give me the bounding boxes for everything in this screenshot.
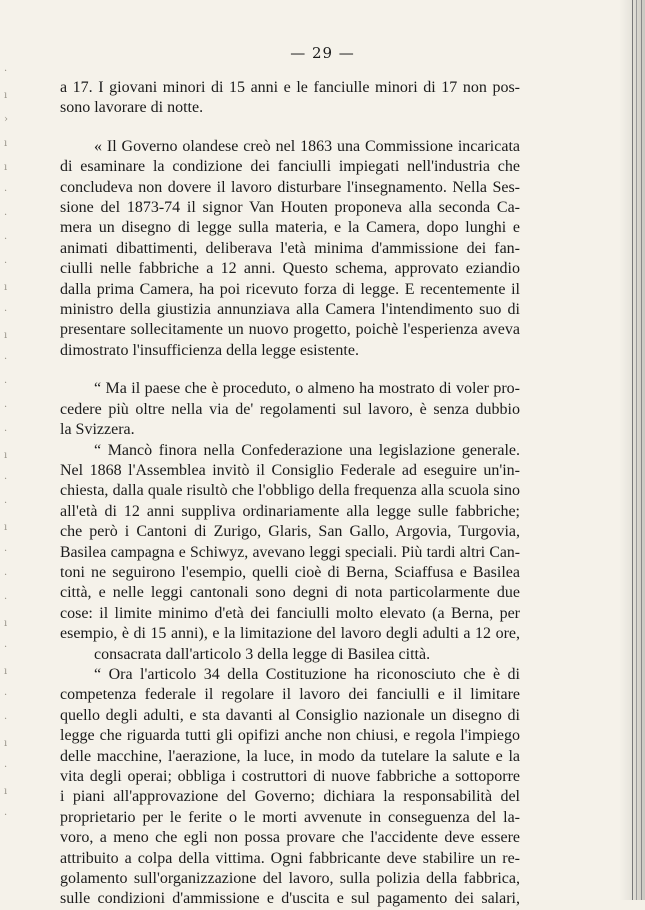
text-line: mera un disegno di legge sulla materia, e la Camera, dopo lunghi e <box>60 219 520 237</box>
text-line: legge che riguarda tutti gli opifizi anche non chiusi, e regola l'impiego <box>60 727 520 745</box>
gutter-line <box>632 0 633 900</box>
text-line: “ Mancò finora nella Confederazione una legislazione generale. <box>94 441 520 459</box>
text-line: golamento sull'organizzazione del lavoro, sulla polizia della fabbrica, <box>60 870 520 888</box>
gutter-line <box>636 0 637 900</box>
text-line: competenza federale il regolare il lavoro dei fanciulli e il limitare <box>60 686 520 704</box>
text-line: presentare sollecitamente un nuovo progetto, poichè l'esperienza aveva <box>60 321 520 339</box>
text-line: « Il Governo olandese creò nel 1863 una Commissione incaricata <box>94 137 520 155</box>
text-line: ciulli nelle fabbriche a 12 anni. Questo schema, approvato eziandio <box>60 260 520 278</box>
text-line: concludeva non dovere il lavoro disturbare l'insegnamento. Nella Ses- <box>60 178 520 196</box>
text-line: di esaminare la condizione dei fanciulli impiegati nell'industria che <box>60 158 520 176</box>
paragraph <box>60 441 520 665</box>
text-line: Basilea campagna e Schiwyz, avevano leggi speciali. Più tardi altri Can- <box>60 543 520 561</box>
paragraph <box>60 379 520 440</box>
text-line: la Svizzera. <box>60 421 135 439</box>
text-line: Nel 1868 l'Assemblea invitò il Consiglio Federale ad eseguire un'in- <box>60 461 520 479</box>
text-line: vita degli operai; obbliga i costruttori di nuove fabbriche a sottoporre <box>60 768 520 785</box>
paragraph <box>60 665 520 910</box>
text-line: a 17. I giovani minori di 15 anni e le fanciulle minori di 17 non pos- <box>60 79 520 96</box>
body-text <box>60 78 520 910</box>
text-line: toni ne seguirono l'esempio, quelli cioè di Berna, Sciaffusa e Basilea <box>60 563 520 581</box>
text-line: consacrata dall'articolo 3 della legge di Basilea città. <box>94 645 431 663</box>
text-line: dalla prima Camera, ha poi ricevuto forza di legge. E recentemente il <box>60 280 520 298</box>
text-line: che però i Cantoni di Zurigo, Glaris, San Gallo, Argovia, Turgovia, <box>60 523 520 541</box>
text-line: esempio, è di 15 anni), e la limitazione del lavoro degli adulti a 12 ore, <box>60 625 520 643</box>
text-line: animati dibattimenti, deliberava l'età minima d'ammissione dei fan- <box>60 239 520 257</box>
text-line: voro, a meno che egli non possa provare che l'accidente deve essere <box>60 829 520 847</box>
paragraph <box>60 78 520 119</box>
text-line: sono lavorare di notte. <box>60 99 204 117</box>
text-line: sione del 1873-74 il signor Van Houten proponeva alla seconda Ca- <box>60 199 520 217</box>
text-line: “ Ora l'articolo 34 della Costituzione ha riconosciuto che è di <box>94 665 520 683</box>
text-line: ministro della giustizia annunziava alla Camera l'intendimento suo di <box>60 301 520 319</box>
text-line: cose: il limite minimo d'età dei fanciulli molto elevato (a Berna, per <box>60 604 520 622</box>
paragraph <box>60 137 520 361</box>
text-line: all'età di 12 anni suppliva ordinariamente alla legge sulle fabbriche; <box>60 502 520 520</box>
text-line: quello degli adulti, e sta davanti al Consiglio nazionale un disegno di <box>60 706 520 724</box>
text-line: “ Ma il paese che è proceduto, o almeno ha mostrato di voler pro- <box>94 380 520 398</box>
text-line: chiesta, dalla quale risultò che l'obbligo della frequenza alla scuola sino <box>60 482 520 500</box>
page-number: — 29 — <box>290 44 355 62</box>
text-line: sulle condizioni d'ammissione e d'uscita e sul pagamento dei salari, <box>60 890 520 908</box>
text-line: attribuito a colpa della vittima. Ogni fabbricante deve stabilire un re- <box>60 849 520 867</box>
text-line: città, e nelle leggi cantonali sono degni di nota particolarmente due <box>60 584 520 602</box>
text-line: cedere più oltre nella via de' regolamenti sul lavoro, è senza dubbio <box>60 400 520 418</box>
text-line: i piani all'approvazione del Governo; dichiara la responsabilità del <box>60 788 520 806</box>
gutter-line <box>641 0 642 900</box>
text-line: proprietario per le ferite o le morti avvenute in conseguenza del la- <box>60 808 520 826</box>
text-line: dimostrato l'insufficienza della legge esistente. <box>60 341 359 359</box>
text-line: delle macchine, l'aerazione, la luce, in modo da tutelare la salute e la <box>60 747 520 765</box>
bleed-through-marks: · ı › ı ı · · · · ı · ı · · · · ı · · ı · · · ı · ı · · ı · ı · <box>4 66 8 821</box>
